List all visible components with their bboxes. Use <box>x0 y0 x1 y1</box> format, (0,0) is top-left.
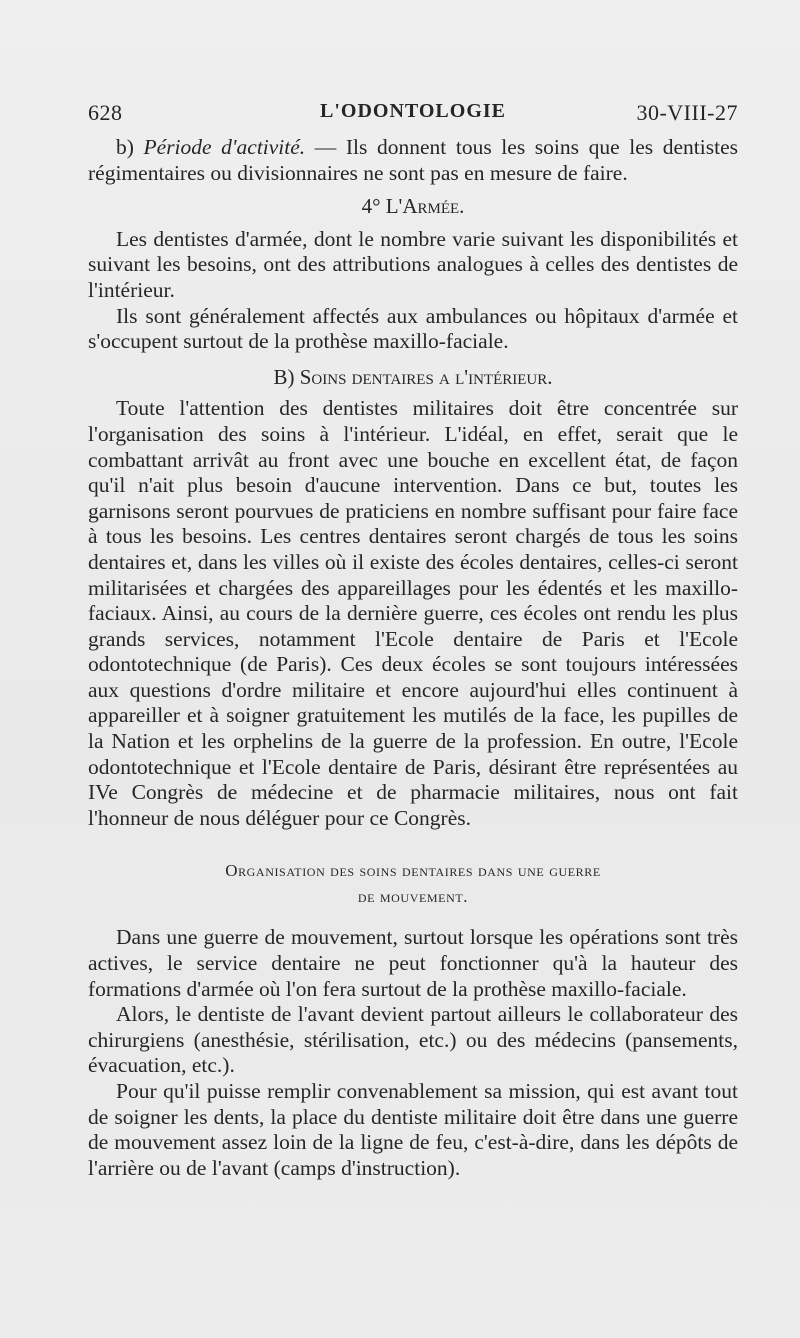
paragraph-guerre-mouvement: Dans une guerre de mouvement, surtout lorsque les opérations sont très actives, le service dentaire ne peut fonctionner qu'à la hauteur des formations d'armée où l'on fera surtout de la prothèse maxillo-faciale. <box>88 925 738 1001</box>
paragraph-text: — Ils donnent tous les soins que les dentistes régimentaires ou divisionnaires ne sont pas en mesure de faire. <box>88 135 738 185</box>
heading-line-1: Organisation des soins dentaires dans une guerre <box>225 861 601 881</box>
page-number: 628 <box>88 100 123 125</box>
paragraph-place-dentiste: Pour qu'il puisse remplir convenablement sa mission, qui est avant tout de soigner les dents, la place du dentiste militaire doit être dans une guerre de mouvement assez loin de la ligne de feu, c'est-à-dire, dans les dépôts de l'arrière ou de l'avant (camps d'instruction). <box>88 1079 738 1180</box>
body-text <box>88 135 738 1181</box>
paragraph-organisation-interieur: Toute l'attention des dentistes militaires doit être concentrée sur l'organisation des soins à l'intérieur. L'idéal, en effet, serait que le combattant arrivât au front avec une bouche en excellent état, de façon qu'il n'ait plus besoin d'aucune intervention. Dans ce but, toutes les garnisons seront pourvues de praticiens en nombre suffisant pour faire face à tous les besoins. Les centres dentaires seront chargés de tous les soins dentaires et, dans les villes où il existe des écoles dentaires, celles-ci seront militarisées et chargées des appareillages pour les édentés et les maxillo-faciaux. Ainsi, au cours de la dernière guerre, ces écoles ont rendu les plus grands services, notamment l'Ecole dentaire de Paris et l'Ecole odontotechnique (de Paris). Ces deux écoles se sont toujours intéressées aux questions d'ordre militaire et encore aujourd'hui elles continuent à appareiller et à soigner gratuitement les mutilés de la face, les pupilles de la Nation et les orphelins de la guerre de la profession. En outre, l'Ecole odontotechnique et l'Ecole dentaire de Paris, désirant être représentées au IVe Congrès de médecine et de pharmacie militaires, nous ont fait l'honneur de nous déléguer pour ce Congrès. <box>88 396 738 830</box>
journal-title: L'ODONTOLOGIE <box>319 100 506 122</box>
item-label: b) <box>116 135 144 159</box>
paragraph-dentiste-avant: Alors, le dentiste de l'avant devient partout ailleurs le collaborateur des chirurgiens (anesthésie, stérilisation, etc.) ou des médecins (pansements, évacuation, etc.). <box>88 1002 738 1078</box>
paragraph-periode-activite <box>88 135 738 186</box>
paragraph-affectation: Ils sont généralement affectés aux ambulances ou hôpitaux d'armée et s'occupent surtout de la prothèse maxillo-faciale. <box>88 303 738 354</box>
section-heading-guerre-mouvement <box>88 857 738 909</box>
heading-line-2: de mouvement. <box>357 887 469 907</box>
section-heading-soins-interieur: B) Soins dentaires a l'intérieur. <box>273 364 553 389</box>
running-header <box>88 100 738 134</box>
issue-date: 30-VIII-27 <box>636 100 738 125</box>
section-heading-armee: 4° L'Armée. <box>361 194 465 219</box>
paragraph-dentistes-armee: Les dentistes d'armée, dont le nombre varie suivant les disponibilités et suivant les besoins, ont des attributions analogues à celles des dentistes de l'intérieur. <box>88 226 738 302</box>
italic-term: Période d'activité. <box>143 135 306 159</box>
